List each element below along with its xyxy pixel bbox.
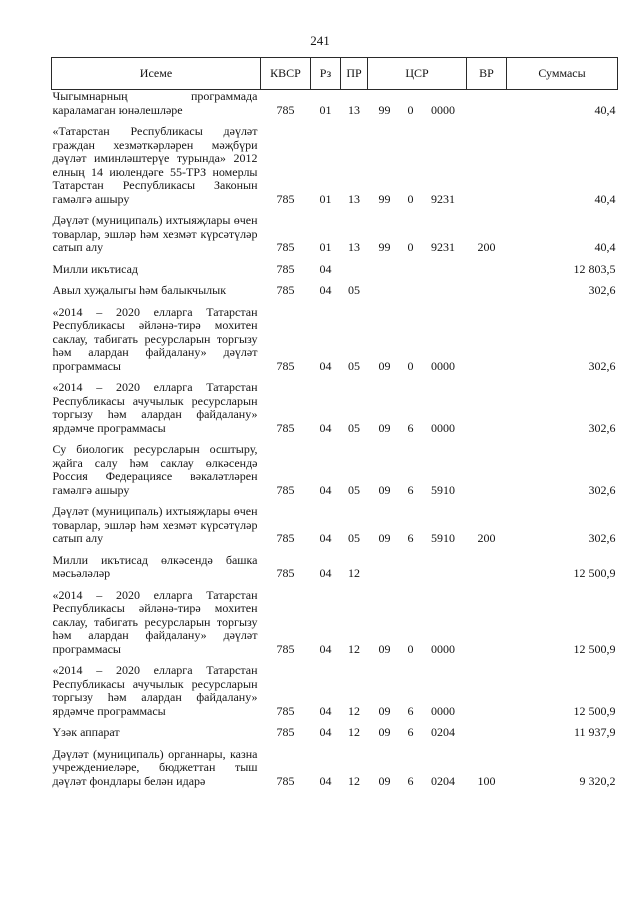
cell-sum: 12 500,9 (573, 566, 616, 580)
cell-csr-direction: 9231 (431, 240, 455, 254)
row-spacer (52, 718, 618, 726)
cell-kvsr: 785 (276, 191, 295, 206)
header-csr: ЦСР (368, 58, 467, 90)
cell-pr: 12 (348, 725, 360, 739)
cell-pr (341, 263, 368, 277)
cell-sum: 12 500,9 (573, 641, 616, 656)
cell-rz: 01 (319, 102, 332, 117)
table-header-row (52, 58, 618, 90)
row-spacer-cell (52, 718, 618, 726)
table-row (52, 748, 618, 789)
cell-name: Дәүләт (муниципаль) ихтыяҗлары өчен товарлар, эшләр һәм хезмәт күрсәтүләр сатып алу (52, 213, 258, 254)
cell-rz: 04 (319, 773, 332, 788)
cell-sum: 12 500,9 (573, 703, 616, 718)
table-row (52, 505, 618, 546)
cell-csr-program (368, 284, 402, 298)
cell-rz: 01 (319, 191, 332, 206)
cell-csr-program (368, 554, 402, 581)
cell-vr (467, 90, 507, 118)
header-pr: ПР (341, 58, 368, 90)
cell-pr: 13 (348, 191, 360, 206)
cell-csr-program: 09 (378, 420, 391, 435)
table-row (52, 125, 618, 206)
cell-kvsr: 785 (276, 773, 295, 788)
header-rz: Рз (311, 58, 341, 90)
table-row (52, 381, 618, 435)
cell-pr: 05 (348, 283, 360, 297)
cell-kvsr: 785 (276, 283, 295, 297)
cell-kvsr: 785 (276, 358, 295, 373)
cell-name: «2014 – 2020 елларга Татарстан Республикасы әйләнә-тирә мохитен саклау, табигать ресурсларын торгызу һәм алардан файдалану» дәүләт программасы (52, 304, 258, 373)
header-sum: Суммасы (507, 58, 618, 90)
cell-pr: 12 (348, 566, 360, 580)
cell-csr-subprogram: 6 (407, 773, 414, 788)
budget-table (51, 57, 618, 788)
cell-csr-subprogram: 0 (407, 358, 414, 373)
table-row (52, 726, 618, 740)
cell-kvsr: 785 (276, 261, 295, 276)
cell-kvsr: 785 (276, 531, 295, 545)
cell-csr-program: 09 (378, 703, 391, 718)
table-row (52, 214, 618, 255)
cell-name: «2014 – 2020 елларга Татарстан Республикасы әйләнә-тирә мохитен саклау, табигать ресурсларын торгызу һәм алардан файдалану» дәүләт программасы (52, 587, 258, 656)
cell-csr-subprogram: 6 (407, 725, 414, 739)
cell-vr (467, 125, 507, 206)
cell-name: Чыгымнарның программада караламаган юнәлешләре (52, 89, 258, 117)
cell-csr-direction: 0204 (431, 725, 455, 739)
cell-csr-program: 99 (378, 240, 391, 254)
cell-csr-direction: 5910 (431, 482, 455, 497)
cell-vr (467, 589, 507, 657)
cell-csr-program: 09 (378, 358, 391, 373)
cell-name: «2014 – 2020 елларга Татарстан Республикасы ачучылык ресурсларын торгызу һәм алардан файдалану» ярдәмче программасы (52, 380, 258, 435)
cell-pr: 05 (348, 482, 360, 497)
cell-csr-program: 09 (378, 773, 391, 788)
cell-name: Милли икътисад өлкәсендә башка мәсьәләләр (52, 552, 258, 580)
cell-csr-subprogram (402, 263, 420, 277)
cell-kvsr: 785 (276, 102, 295, 117)
cell-rz: 04 (319, 566, 332, 580)
cell-csr-subprogram: 0 (407, 240, 414, 254)
cell-csr-program: 99 (378, 102, 391, 117)
cell-csr-direction (420, 284, 467, 298)
cell-rz: 04 (319, 482, 332, 497)
table-row (52, 664, 618, 718)
cell-name: Үзәк аппарат (52, 725, 120, 739)
cell-csr-program: 09 (378, 725, 391, 739)
cell-sum: 9 320,2 (579, 773, 616, 788)
cell-rz: 04 (319, 420, 332, 435)
cell-pr: 13 (348, 240, 360, 254)
cell-csr-direction: 0000 (431, 358, 455, 373)
cell-csr-subprogram: 6 (407, 420, 414, 435)
cell-vr (467, 306, 507, 374)
cell-csr-direction: 5910 (431, 531, 455, 545)
cell-csr-direction: 0000 (431, 641, 455, 656)
cell-sum: 12 803,5 (573, 261, 616, 276)
cell-name: Дәүләт (муниципаль) ихтыяҗлары өчен товарлар, эшләр һәм хезмәт күрсәтүләр сатып алу (52, 504, 258, 545)
cell-pr: 05 (348, 358, 360, 373)
cell-vr (467, 381, 507, 435)
cell-rz: 04 (319, 703, 332, 718)
cell-name: Дәүләт (муниципаль) органнары, казна учреждениеләре, бюджеттан тыш дәүләт фондлары белән идарә (52, 746, 258, 788)
cell-kvsr: 785 (276, 703, 295, 718)
cell-csr-subprogram: 6 (407, 531, 414, 545)
cell-vr (467, 263, 507, 277)
cell-csr-direction: 0000 (431, 102, 455, 117)
cell-name: Авыл хуҗалыгы һәм балыкчылык (52, 283, 227, 297)
cell-kvsr: 785 (276, 725, 295, 739)
header-vr: ВР (467, 58, 507, 90)
cell-sum: 40,4 (594, 191, 616, 206)
cell-vr: 100 (477, 773, 496, 788)
cell-pr: 05 (348, 531, 360, 545)
cell-sum: 302,6 (588, 420, 616, 435)
cell-name: Милли икътисад (52, 261, 139, 276)
cell-rz: 01 (319, 240, 332, 254)
cell-name: «2014 – 2020 елларга Татарстан Республикасы ачучылык ресурсларын торгызу һәм алардан файдалану» ярдәмче программасы (52, 663, 258, 718)
cell-csr-subprogram: 0 (407, 102, 414, 117)
cell-csr-subprogram: 0 (407, 191, 414, 206)
cell-rz: 04 (319, 261, 332, 276)
table-body (52, 90, 618, 789)
cell-kvsr: 785 (276, 420, 295, 435)
cell-sum: 40,4 (594, 102, 616, 117)
cell-vr: 200 (477, 240, 496, 254)
cell-rz: 04 (319, 531, 332, 545)
cell-csr-direction (420, 554, 467, 581)
cell-pr: 12 (348, 773, 360, 788)
cell-sum: 11 937,9 (573, 725, 616, 739)
cell-sum: 302,6 (588, 358, 616, 373)
cell-pr: 12 (348, 641, 360, 656)
cell-csr-subprogram: 6 (407, 703, 414, 718)
cell-pr: 05 (348, 420, 360, 435)
cell-csr-direction: 9231 (431, 191, 455, 206)
cell-vr (467, 554, 507, 581)
table-row (52, 443, 618, 497)
cell-kvsr: 785 (276, 240, 295, 254)
cell-csr-direction (420, 263, 467, 277)
cell-rz: 04 (319, 725, 332, 739)
header-kvsr: КВСР (261, 58, 311, 90)
cell-vr (467, 664, 507, 718)
cell-csr-direction: 0000 (431, 420, 455, 435)
cell-pr: 12 (348, 703, 360, 718)
cell-csr-direction: 0204 (431, 773, 455, 788)
cell-csr-subprogram (402, 554, 420, 581)
table-row (52, 554, 618, 581)
cell-vr (467, 284, 507, 298)
cell-pr: 13 (348, 102, 360, 117)
cell-vr: 200 (477, 531, 496, 545)
page-number: 241 (310, 33, 330, 48)
cell-csr-program: 09 (378, 531, 391, 545)
cell-rz: 04 (319, 283, 332, 297)
cell-vr (467, 443, 507, 497)
cell-sum: 302,6 (588, 482, 616, 497)
cell-csr-program (368, 263, 402, 277)
table-row (52, 90, 618, 118)
cell-name: «Татарстан Республикасы дәүләт граждан хезмәткәрләрен мәҗбүри дәүләт иминләштерүе турында» 2012 елның 14 июлендәге 55-ТРЗ номерлы Татарстан Республикасы Законын гамәлгә ашыру (52, 124, 258, 206)
header-name: Исеме (52, 58, 261, 90)
cell-kvsr: 785 (276, 641, 295, 656)
cell-name: Су биологик ресурсларын осштыру, җайга салу һәм саклау өлкәсендә Россия Федерациясе вәкаләтләрен гамәлгә ашыру (52, 442, 258, 497)
cell-csr-subprogram: 0 (407, 641, 414, 656)
cell-rz: 04 (319, 641, 332, 656)
cell-csr-subprogram: 6 (407, 482, 414, 497)
cell-vr (467, 726, 507, 740)
cell-rz: 04 (319, 358, 332, 373)
cell-kvsr: 785 (276, 566, 295, 580)
cell-csr-program: 99 (378, 191, 391, 206)
cell-sum: 302,6 (588, 531, 616, 545)
cell-csr-program: 09 (378, 482, 391, 497)
table-row (52, 263, 618, 277)
cell-sum: 40,4 (594, 240, 616, 254)
cell-csr-subprogram (402, 284, 420, 298)
table-row (52, 589, 618, 657)
table-row (52, 306, 618, 374)
cell-csr-program: 09 (378, 641, 391, 656)
cell-kvsr: 785 (276, 482, 295, 497)
cell-sum: 302,6 (588, 283, 616, 297)
cell-csr-direction: 0000 (431, 703, 455, 718)
table-row (52, 284, 618, 298)
